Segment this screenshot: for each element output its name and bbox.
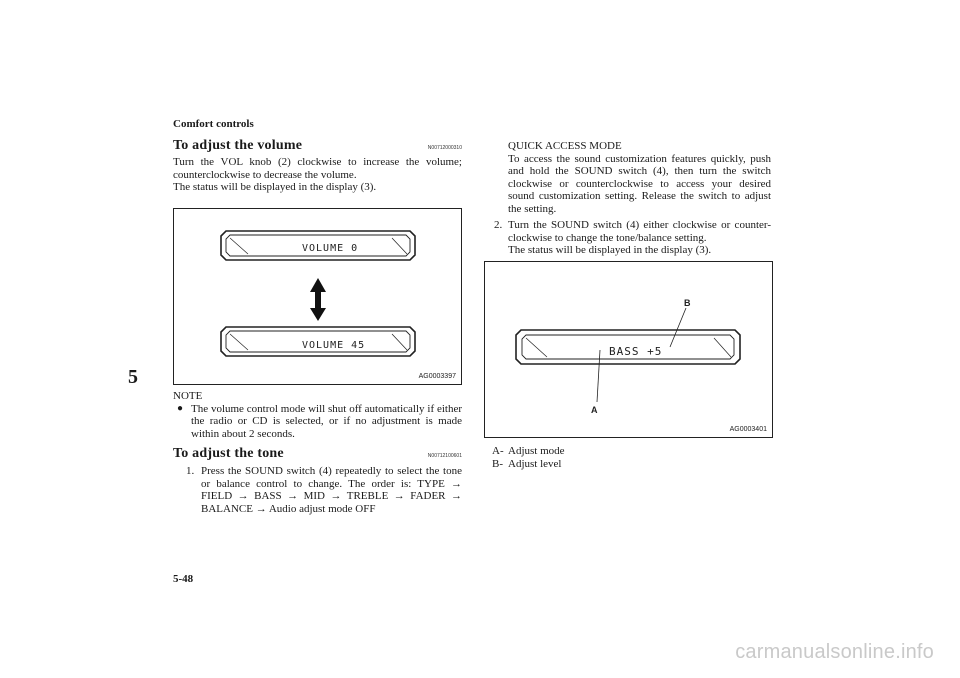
step-status: The status will be displayed in the display (3). <box>508 244 712 257</box>
tone-figure <box>484 261 773 438</box>
step-number: 1. <box>186 465 195 477</box>
volume-title: To adjust the volume <box>173 138 303 153</box>
note-text: The volume control mode will shut off automatically if either the radio or CD is selected, or if no adjustment is made within about 2 seconds. <box>191 402 462 440</box>
volume-body-line: Turn the VOL knob (2) clockwise to increase the volume; counterclockwise to decrease the volume. <box>173 156 462 181</box>
quick-access-text: To access the sound customization features quickly, push and hold the SOUND switch (4), then turn the switch clockwise or counterclockwise to access your desired sound customization setting. Release the switch to adjust the setting. <box>508 152 771 215</box>
volume-display-bottom <box>221 327 415 356</box>
note-block <box>173 390 462 440</box>
section-header: Comfort controls <box>173 118 254 130</box>
tone-display <box>516 330 740 364</box>
tone-code: N00712100601 <box>427 453 462 459</box>
step-text: Press the SOUND switch (4) repeatedly to select the tone or balance control to change. The order is: TYPE → FIELD → BASS → MID → TREBLE → FADER → BALANCE → Audio adjust mode OFF <box>201 465 462 515</box>
leader-line-b <box>670 308 686 347</box>
tone-step-2 <box>494 219 771 257</box>
note-bullet-icon: ● <box>177 402 184 414</box>
leader-line-a <box>597 350 600 402</box>
quick-access-heading: QUICK ACCESS MODE <box>508 140 622 152</box>
volume-section <box>173 138 462 194</box>
volume-display-bottom-text: VOLUME 45 <box>302 340 366 351</box>
chapter-number: 5 <box>128 366 138 388</box>
callout-label-a: A <box>591 405 598 415</box>
tone-title: To adjust the tone <box>173 446 284 461</box>
volume-figure <box>173 208 462 385</box>
tone-figure-id: AG0003401 <box>729 426 767 433</box>
volume-display-top-text: VOLUME 0 <box>302 243 359 254</box>
quick-access-block <box>508 140 771 216</box>
callout-label-b: B <box>684 298 691 308</box>
tone-step-1 <box>173 465 462 515</box>
volume-body-line: The status will be displayed in the display (3). <box>173 181 377 194</box>
volume-code: N00712000310 <box>427 145 462 151</box>
double-arrow-icon <box>310 278 326 321</box>
legend-key: B- <box>492 458 503 470</box>
watermark-text: carmanualsonline.info <box>735 641 934 663</box>
legend-text: Adjust level <box>508 458 562 470</box>
volume-display-top <box>221 231 415 260</box>
legend-text: Adjust mode <box>508 445 565 457</box>
step-number: 2. <box>494 219 503 231</box>
step-2-content <box>506 219 771 257</box>
step-text: Turn the SOUND switch (4) either clockwise or counter-clockwise to change the tone/balance setting. <box>508 219 771 244</box>
volume-figure-id: AG0003397 <box>418 373 456 380</box>
legend-key: A- <box>492 445 504 457</box>
tone-display-text: BASS +5 <box>609 345 663 358</box>
tone-section <box>173 446 462 515</box>
legend-item <box>492 445 692 458</box>
figure-legend <box>492 445 692 471</box>
page-number: 5-48 <box>173 573 194 585</box>
note-heading: NOTE <box>173 390 203 402</box>
legend-item <box>492 458 692 471</box>
volume-body <box>173 156 462 194</box>
